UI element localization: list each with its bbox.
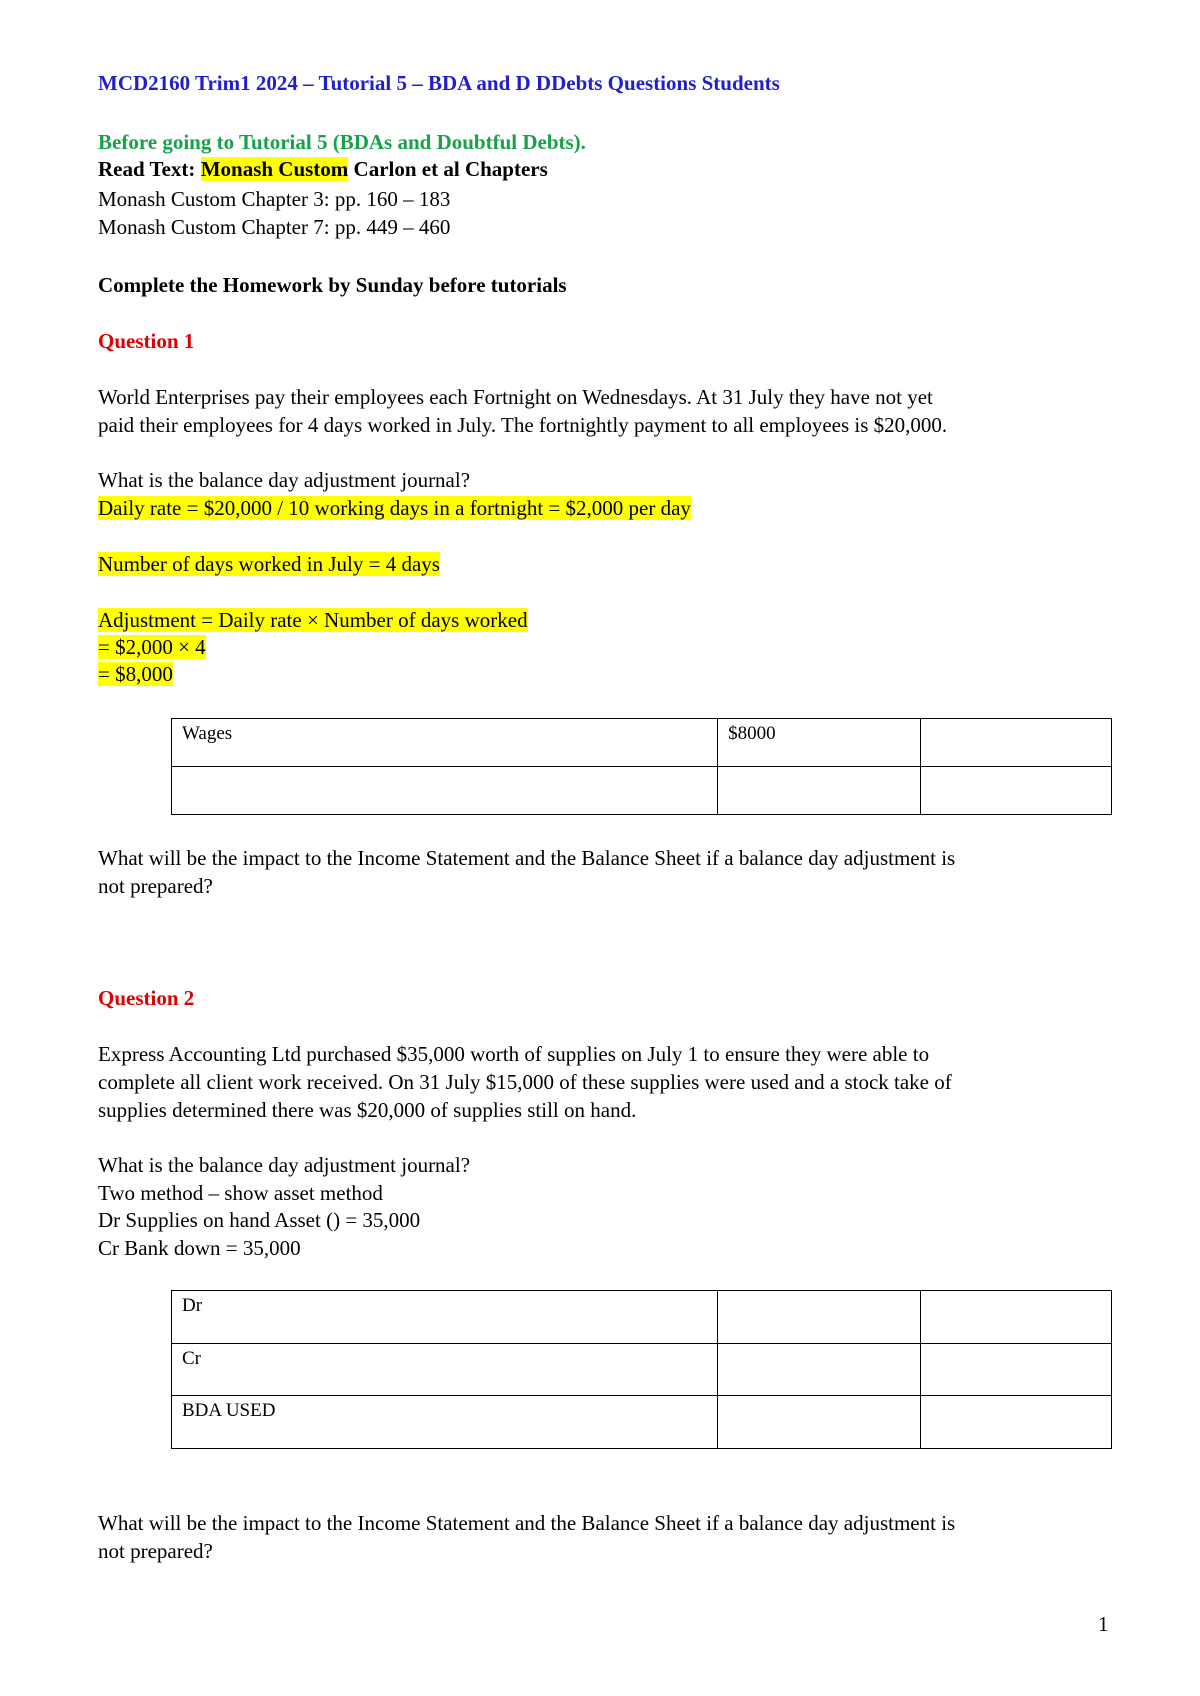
- read-text-line: [98, 156, 548, 182]
- q1-row1-account: Wages: [172, 719, 718, 767]
- q1-calc1: = $2,000 × 4: [98, 635, 206, 659]
- q1-impact-line1: What will be the impact to the Income Statement and the Balance Sheet if a balance day adjustment is: [98, 846, 956, 870]
- q1-row2-account: [172, 767, 718, 815]
- q1-heading: Question 1: [98, 329, 195, 353]
- q1-paragraph-line1: World Enterprises pay their employees each Fortnight on Wednesdays. At 31 July they have not yet: [98, 385, 933, 409]
- q1-row2-debit: [718, 767, 920, 815]
- q2-note2: Dr Supplies on hand Asset () = 35,000: [98, 1208, 421, 1232]
- read-label: Read Text:: [98, 157, 201, 181]
- q2-row3-credit: [920, 1396, 1111, 1449]
- q1-days-worked: Number of days worked in July = 4 days: [98, 552, 440, 576]
- q1-daily-rate: Daily rate = $20,000 / 10 working days in a fortnight = $2,000 per day: [98, 496, 691, 520]
- q2-paragraph-line2: complete all client work received. On 31 July $15,000 of these supplies were used and a stock take of: [98, 1070, 952, 1094]
- homework-line: Complete the Homework by Sunday before tutorials: [98, 273, 567, 297]
- table-row: [172, 767, 1112, 815]
- q2-heading: Question 2: [98, 986, 195, 1010]
- table-row: [172, 1344, 1112, 1396]
- q2-impact-line1: What will be the impact to the Income Statement and the Balance Sheet if a balance day adjustment is: [98, 1511, 956, 1535]
- read-rest: Carlon et al Chapters: [348, 157, 548, 181]
- q1-row1-debit: $8000: [718, 719, 920, 767]
- q2-row1-debit: [718, 1291, 920, 1344]
- q1-row2-credit: [920, 767, 1111, 815]
- q2-row2-credit: [920, 1344, 1111, 1396]
- page-number: 1: [1098, 1612, 1109, 1636]
- q2-row1-credit: [920, 1291, 1111, 1344]
- prep-heading: Before going to Tutorial 5 (BDAs and Doubtful Debts).: [98, 130, 586, 154]
- q2-journal-table: [171, 1290, 1112, 1449]
- q1-row1-credit: [920, 719, 1111, 767]
- q2-row2-account: Cr: [172, 1344, 718, 1396]
- chapter7-line: Monash Custom Chapter 7: pp. 449 – 460: [98, 215, 451, 239]
- read-highlight: Monash Custom: [200, 157, 349, 181]
- q2-row3-debit: [718, 1396, 920, 1449]
- q1-journal-table: [171, 718, 1112, 815]
- table-row: [172, 1291, 1112, 1344]
- table-row: [172, 1396, 1112, 1449]
- q2-question: What is the balance day adjustment journal?: [98, 1153, 471, 1177]
- q2-row1-account: Dr: [172, 1291, 718, 1344]
- q1-paragraph-line2: paid their employees for 4 days worked in July. The fortnightly payment to all employees is $20,000.: [98, 413, 948, 437]
- q2-row3-account: BDA USED: [172, 1396, 718, 1449]
- q1-question: What is the balance day adjustment journal?: [98, 468, 471, 492]
- q2-paragraph-line1: Express Accounting Ltd purchased $35,000 worth of supplies on July 1 to ensure they were able to: [98, 1042, 930, 1066]
- q1-impact-line2: not prepared?: [98, 874, 213, 898]
- q2-paragraph-line3: supplies determined there was $20,000 of supplies still on hand.: [98, 1098, 637, 1122]
- q2-note3: Cr Bank down = 35,000: [98, 1236, 301, 1260]
- q1-adjustment: Adjustment = Daily rate × Number of days worked: [98, 608, 528, 632]
- q1-calc2: = $8,000: [98, 662, 173, 686]
- q2-row2-debit: [718, 1344, 920, 1396]
- document-title: MCD2160 Trim1 2024 – Tutorial 5 – BDA and D DDebts Questions Students: [98, 71, 780, 95]
- q2-note1: Two method – show asset method: [98, 1181, 383, 1205]
- chapter3-line: Monash Custom Chapter 3: pp. 160 – 183: [98, 187, 451, 211]
- q2-impact-line2: not prepared?: [98, 1539, 213, 1563]
- table-row: [172, 719, 1112, 767]
